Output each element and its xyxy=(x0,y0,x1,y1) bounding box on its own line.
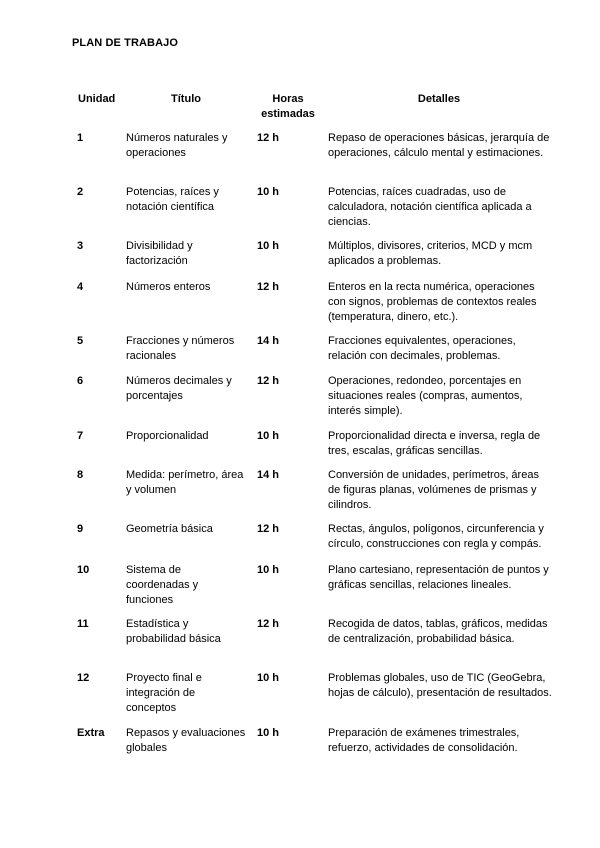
header-hours: Horas estimadas xyxy=(261,93,315,120)
unit-number: 6 xyxy=(77,375,84,387)
unit-title: Potencias, raíces y notación científica xyxy=(126,186,219,213)
unit-title: Números enteros xyxy=(126,281,211,293)
unit-hours: 12 h xyxy=(257,132,280,144)
unit-details: Múltiplos, divisores, criterios, MCD y mcm aplicados a problemas. xyxy=(328,240,533,267)
unit-number: 9 xyxy=(77,523,84,535)
unit-details: Conversión de unidades, perímetros, áreas de figuras planas, volúmenes de prismas y cilindros. xyxy=(328,469,539,511)
unit-hours: 10 h xyxy=(257,186,280,198)
header-title: Título xyxy=(171,93,201,105)
unit-hours: 14 h xyxy=(257,335,280,347)
unit-hours: 10 h xyxy=(257,564,280,576)
unit-hours: 10 h xyxy=(257,727,280,739)
unit-number: 5 xyxy=(77,335,84,347)
unit-number: 1 xyxy=(77,132,84,144)
unit-details: Preparación de exámenes trimestrales, refuerzo, actividades de consolidación. xyxy=(328,727,520,754)
unit-title: Proyecto final e integración de conceptos xyxy=(126,672,202,714)
unit-number: 8 xyxy=(77,469,84,481)
unit-title: Estadística y probabilidad básica xyxy=(126,618,221,645)
unit-details: Enteros en la recta numérica, operaciones con signos, problemas de contextos reales (temperatura, dinero, etc.). xyxy=(328,281,537,323)
unit-hours: 12 h xyxy=(257,375,280,387)
unit-number: 2 xyxy=(77,186,84,198)
unit-number: 4 xyxy=(77,281,84,293)
unit-hours: 12 h xyxy=(257,523,280,535)
unit-title: Geometría básica xyxy=(126,523,213,535)
unit-details: Plano cartesiano, representación de puntos y gráficas sencillas, relaciones lineales. xyxy=(328,564,549,591)
unit-number: Extra xyxy=(77,727,105,739)
unit-title: Repasos y evaluaciones globales xyxy=(126,727,246,754)
header-details: Detalles xyxy=(417,93,461,105)
unit-title: Divisibilidad y factorización xyxy=(126,240,193,267)
unit-details: Rectas, ángulos, polígonos, circunferencia y círculo, construcciones con regla y compás. xyxy=(328,523,544,550)
unit-title: Proporcionalidad xyxy=(126,430,209,442)
unit-hours: 12 h xyxy=(257,618,280,630)
unit-number: 11 xyxy=(77,618,89,630)
unit-hours: 10 h xyxy=(257,672,280,684)
unit-number: 10 xyxy=(77,564,90,576)
unit-details: Potencias, raíces cuadradas, uso de calculadora, notación científica aplicada a ciencias. xyxy=(328,186,532,228)
unit-hours: 10 h xyxy=(257,240,280,252)
unit-number: 3 xyxy=(77,240,84,252)
unit-hours: 10 h xyxy=(257,430,280,442)
unit-title: Medida: perímetro, área y volumen xyxy=(126,469,244,496)
header-unit: Unidad xyxy=(78,93,116,105)
unit-hours: 14 h xyxy=(257,469,280,481)
unit-details: Fracciones equivalentes, operaciones, relación con decimales, problemas. xyxy=(328,335,516,362)
unit-details: Problemas globales, uso de TIC (GeoGebra, hojas de cálculo), presentación de resultados. xyxy=(328,672,552,699)
unit-details: Repaso de operaciones básicas, jerarquía de operaciones, cálculo mental y estimaciones. xyxy=(328,132,550,159)
unit-details: Operaciones, redondeo, porcentajes en situaciones reales (compras, aumentos, interés simple). xyxy=(328,375,523,417)
unit-title: Números decimales y porcentajes xyxy=(126,375,232,402)
unit-title: Números naturales y operaciones xyxy=(126,132,228,159)
unit-details: Recogida de datos, tablas, gráficos, medidas de centralización, probabilidad básica. xyxy=(328,618,548,645)
unit-title: Fracciones y números racionales xyxy=(126,335,235,362)
unit-number: 7 xyxy=(77,430,84,442)
document-title: PLAN DE TRABAJO xyxy=(72,37,179,49)
unit-number: 12 xyxy=(77,672,90,684)
unit-title: Sistema de coordenadas y funciones xyxy=(126,564,199,606)
unit-details: Proporcionalidad directa e inversa, regla de tres, escalas, gráficas sencillas. xyxy=(328,430,541,457)
unit-hours: 12 h xyxy=(257,281,280,293)
